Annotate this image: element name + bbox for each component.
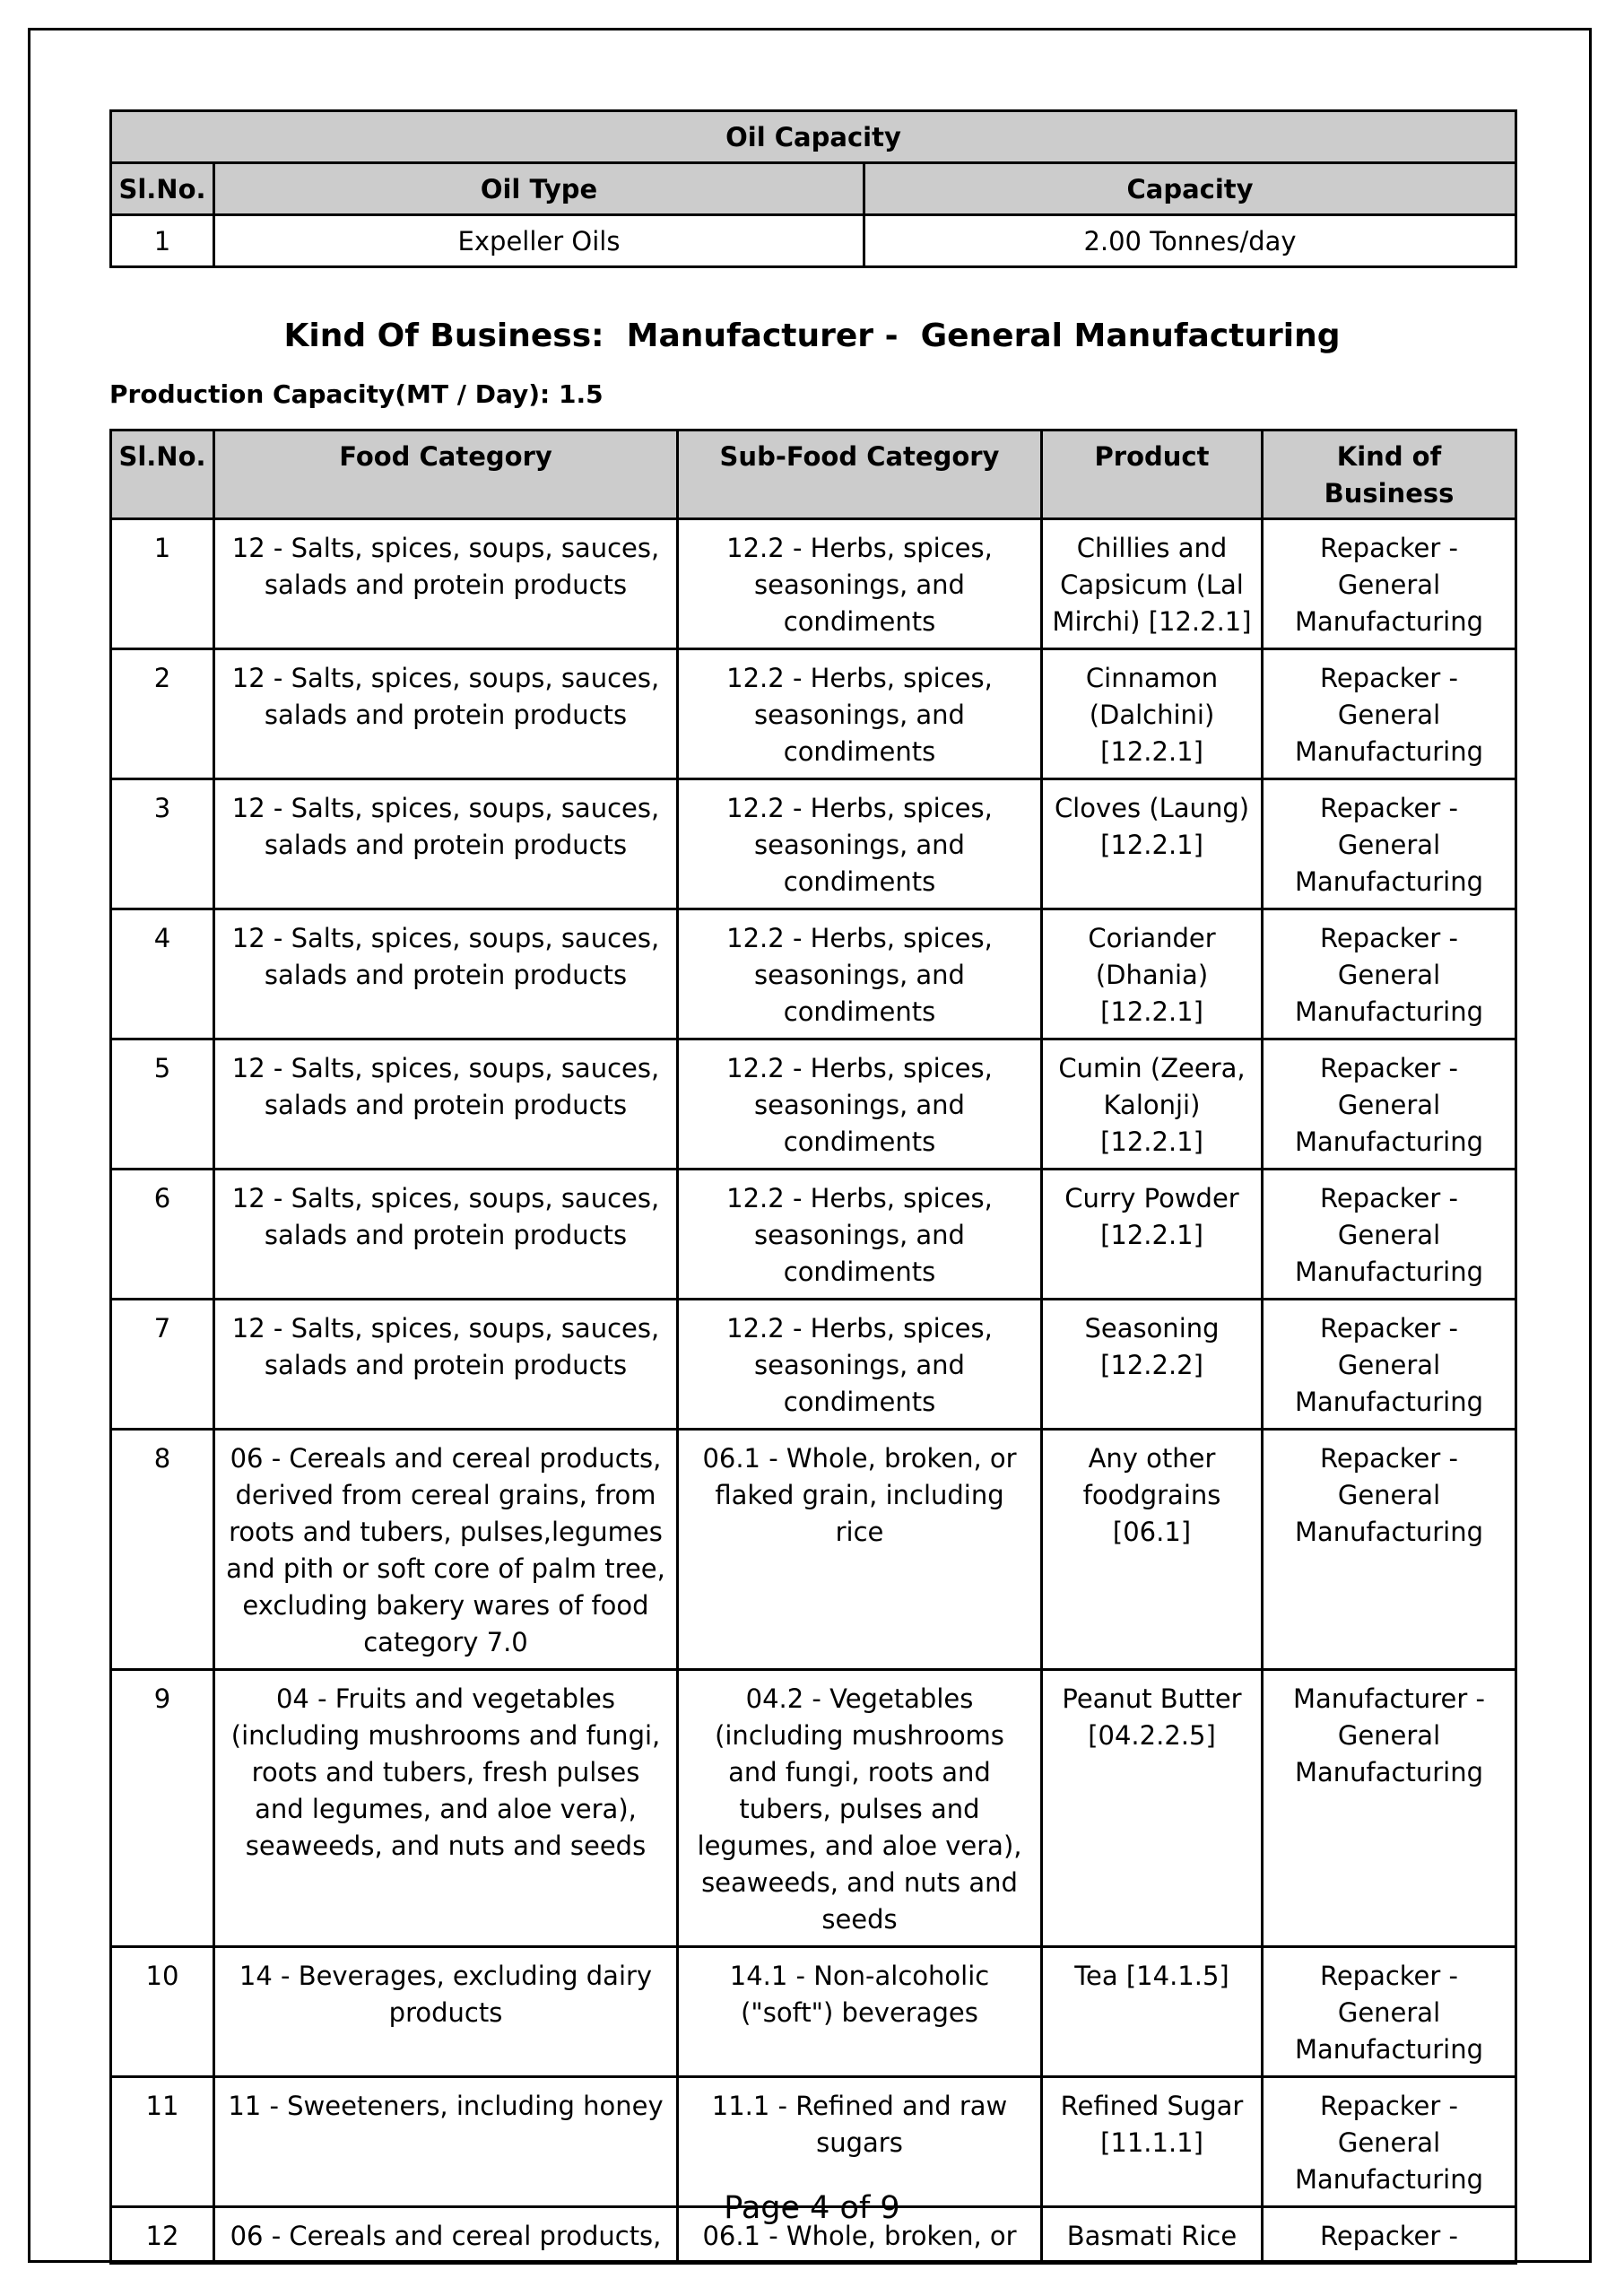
cell-kind-of-business: Repacker - General Manufacturing (1263, 1947, 1516, 2077)
cell-food-category: 12 - Salts, spices, soups, sauces, salads and protein products (214, 909, 678, 1039)
cell-product: Cumin (Zeera, Kalonji) [12.2.1] (1042, 1039, 1263, 1170)
cell-sl-no: 1 (111, 215, 214, 267)
table-row (111, 1039, 1516, 1170)
cell-kind-of-business: Repacker - (1263, 2207, 1516, 2264)
cell-product: Chillies and Capsicum (Lal Mirchi) [12.2.1] (1042, 519, 1263, 649)
cell-product: Curry Powder [12.2.1] (1042, 1170, 1263, 1300)
cell-sl-no: 4 (111, 909, 214, 1039)
cell-sub-food-category: 12.2 - Herbs, spices, seasonings, and condiments (678, 519, 1042, 649)
cell-food-category: 06 - Cereals and cereal products, derived from cereal grains, from roots and tubers, pulses,legumes and pith or soft core of palm tree, excluding bakery wares of food category 7.0 (214, 1430, 678, 1670)
column-header-sub-food-category: Sub-Food Category (678, 430, 1042, 519)
cell-food-category: 12 - Salts, spices, soups, sauces, salads and protein products (214, 779, 678, 909)
cell-sub-food-category: 06.1 - Whole, broken, or flaked grain, including rice (678, 1430, 1042, 1670)
table-row (111, 1947, 1516, 2077)
cell-sub-food-category: 14.1 - Non-alcoholic ("soft") beverages (678, 1947, 1042, 2077)
oil-capacity-title: Oil Capacity (111, 111, 1516, 163)
cell-product: Tea [14.1.5] (1042, 1947, 1263, 2077)
oil-capacity-table (109, 109, 1517, 268)
cell-sl-no: 7 (111, 1300, 214, 1430)
table-row (111, 1430, 1516, 1670)
page-number: Page 4 of 9 (724, 2190, 900, 2226)
cell-kind-of-business: Repacker - General Manufacturing (1263, 779, 1516, 909)
cell-kind-of-business: Repacker - General Manufacturing (1263, 2077, 1516, 2207)
cell-kind-of-business: Repacker - General Manufacturing (1263, 1430, 1516, 1670)
cell-sub-food-category: 12.2 - Herbs, spices, seasonings, and condiments (678, 1300, 1042, 1430)
cell-product: Peanut Butter [04.2.2.5] (1042, 1670, 1263, 1947)
column-header-sl-no: Sl.No. (111, 163, 214, 215)
cell-sub-food-category: 12.2 - Herbs, spices, seasonings, and condiments (678, 649, 1042, 779)
section-title: Kind Of Business: Manufacturer - General Manufacturing (283, 317, 1341, 354)
column-header-capacity: Capacity (864, 163, 1516, 215)
column-header-product: Product (1042, 430, 1263, 519)
cell-sl-no: 2 (111, 649, 214, 779)
cell-capacity: 2.00 Tonnes/day (864, 215, 1516, 267)
cell-kind-of-business: Repacker - General Manufacturing (1263, 1039, 1516, 1170)
cell-food-category: 06 - Cereals and cereal products, (214, 2207, 678, 2264)
cell-sl-no: 12 (111, 2207, 214, 2264)
cell-sub-food-category: 06.1 - Whole, broken, or (678, 2207, 1042, 2264)
column-header-food-category: Food Category (214, 430, 678, 519)
table-row (111, 519, 1516, 649)
cell-sl-no: 3 (111, 779, 214, 909)
cell-sub-food-category: 12.2 - Herbs, spices, seasonings, and condiments (678, 1170, 1042, 1300)
cell-kind-of-business: Repacker - General Manufacturing (1263, 1300, 1516, 1430)
table-row (111, 649, 1516, 779)
cell-food-category: 12 - Salts, spices, soups, sauces, salads and protein products (214, 1170, 678, 1300)
cell-food-category: 12 - Salts, spices, soups, sauces, salads and protein products (214, 649, 678, 779)
column-header-kind-of-business: Kind of Business (1263, 430, 1516, 519)
table-row (111, 1670, 1516, 1947)
cell-sub-food-category: 11.1 - Refined and raw sugars (678, 2077, 1042, 2207)
cell-food-category: 12 - Salts, spices, soups, sauces, salads and protein products (214, 519, 678, 649)
cell-oil-type: Expeller Oils (214, 215, 864, 267)
table-row (111, 779, 1516, 909)
cell-kind-of-business: Manufacturer - General Manufacturing (1263, 1670, 1516, 1947)
products-table (109, 429, 1517, 2265)
cell-sl-no: 1 (111, 519, 214, 649)
cell-sub-food-category: 12.2 - Herbs, spices, seasonings, and condiments (678, 779, 1042, 909)
production-capacity: Production Capacity(MT / Day): 1.5 (109, 379, 604, 409)
cell-product: Cloves (Laung) [12.2.1] (1042, 779, 1263, 909)
cell-product: Cinnamon (Dalchini) [12.2.1] (1042, 649, 1263, 779)
cell-product: Refined Sugar [11.1.1] (1042, 2077, 1263, 2207)
cell-sl-no: 10 (111, 1947, 214, 2077)
cell-sl-no: 9 (111, 1670, 214, 1947)
cell-sub-food-category: 12.2 - Herbs, spices, seasonings, and condiments (678, 909, 1042, 1039)
table-row (111, 909, 1516, 1039)
cell-product: Seasoning [12.2.2] (1042, 1300, 1263, 1430)
column-header-oil-type: Oil Type (214, 163, 864, 215)
cell-product: Coriander (Dhania) [12.2.1] (1042, 909, 1263, 1039)
cell-sl-no: 6 (111, 1170, 214, 1300)
cell-product: Any other foodgrains [06.1] (1042, 1430, 1263, 1670)
cell-kind-of-business: Repacker - General Manufacturing (1263, 909, 1516, 1039)
cell-sl-no: 8 (111, 1430, 214, 1670)
cell-sl-no: 5 (111, 1039, 214, 1170)
cell-sl-no: 11 (111, 2077, 214, 2207)
cell-kind-of-business: Repacker - General Manufacturing (1263, 519, 1516, 649)
table-row (111, 1170, 1516, 1300)
cell-product: Basmati Rice (1042, 2207, 1263, 2264)
cell-food-category: 14 - Beverages, excluding dairy products (214, 1947, 678, 2077)
cell-food-category: 12 - Salts, spices, soups, sauces, salads and protein products (214, 1039, 678, 1170)
table-row (111, 1300, 1516, 1430)
cell-sub-food-category: 04.2 - Vegetables (including mushrooms and fungi, roots and tubers, pulses and legumes, and aloe vera), seaweeds, and nuts and seeds (678, 1670, 1042, 1947)
cell-kind-of-business: Repacker - General Manufacturing (1263, 1170, 1516, 1300)
cell-food-category: 04 - Fruits and vegetables (including mushrooms and fungi, roots and tubers, fresh pulses and legumes, and aloe vera), seaweeds, and nuts and seeds (214, 1670, 678, 1947)
cell-kind-of-business: Repacker - General Manufacturing (1263, 649, 1516, 779)
cell-food-category: 12 - Salts, spices, soups, sauces, salads and protein products (214, 1300, 678, 1430)
table-row (111, 215, 1516, 267)
cell-food-category: 11 - Sweeteners, including honey (214, 2077, 678, 2207)
column-header-sl-no: Sl.No. (111, 430, 214, 519)
cell-sub-food-category: 12.2 - Herbs, spices, seasonings, and condiments (678, 1039, 1042, 1170)
table-row (111, 2077, 1516, 2207)
